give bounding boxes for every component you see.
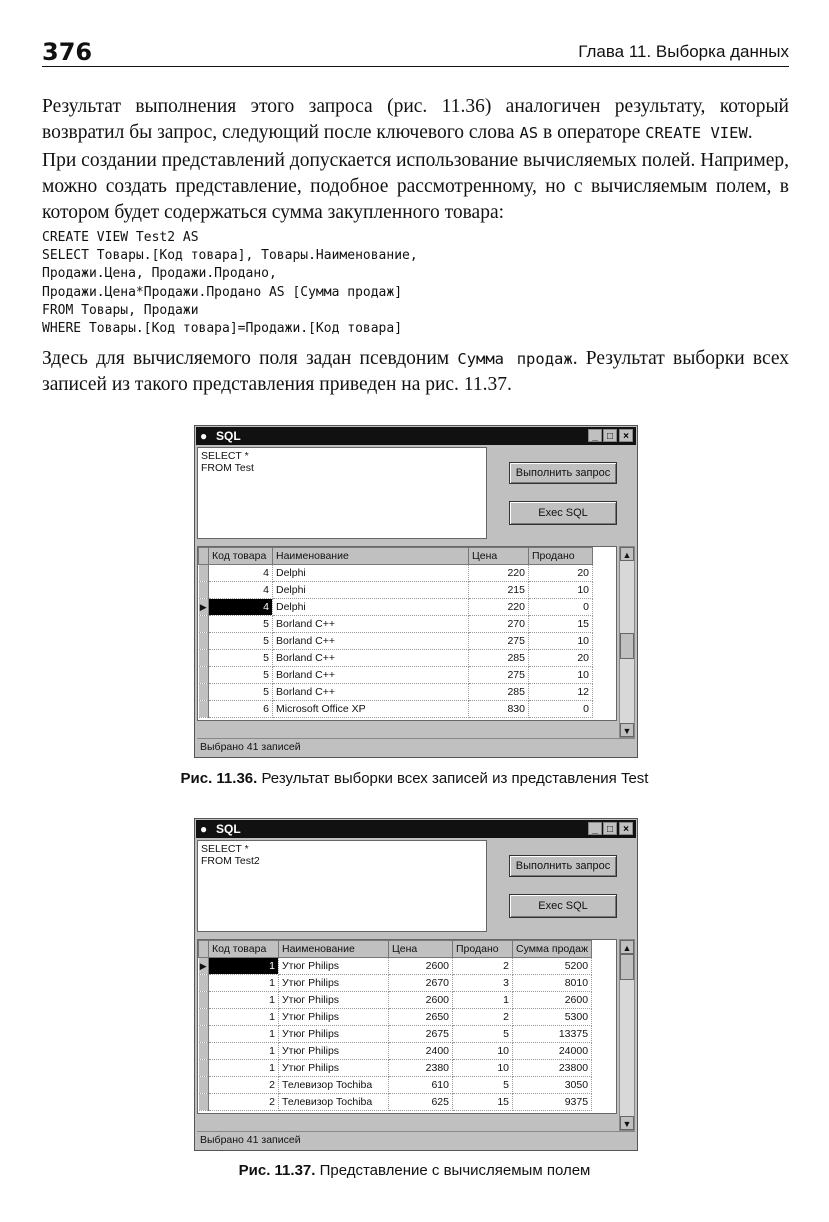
table-cell[interactable]: 2670	[389, 975, 453, 992]
column-header[interactable]: Код товара	[209, 941, 279, 958]
table-cell[interactable]: 220	[469, 599, 529, 616]
table-row[interactable]	[199, 582, 593, 599]
table-cell[interactable]: 2650	[389, 1009, 453, 1026]
sql-query-input[interactable]	[197, 840, 487, 932]
row-indicator[interactable]	[199, 992, 209, 1009]
table-cell[interactable]: 5	[209, 616, 273, 633]
table-cell[interactable]: 0	[529, 701, 593, 718]
table-row[interactable]	[199, 1026, 592, 1043]
indicator-header	[199, 548, 209, 565]
table-cell[interactable]: Утюг Philips	[279, 1060, 389, 1077]
status-bar: Выбрано 41 записей	[197, 1131, 635, 1148]
table-cell[interactable]: Телевизор Tochiba	[279, 1077, 389, 1094]
table-cell[interactable]: 5	[453, 1077, 513, 1094]
table-cell[interactable]: 2	[453, 1009, 513, 1026]
table-cell[interactable]: 2	[209, 1094, 279, 1111]
maximize-icon[interactable]: □	[603, 429, 617, 442]
table-cell[interactable]: 830	[469, 701, 529, 718]
table-cell[interactable]: 0	[529, 599, 593, 616]
table-row[interactable]	[199, 633, 593, 650]
table-cell[interactable]: Delphi	[273, 582, 469, 599]
close-icon[interactable]: ×	[619, 822, 633, 835]
table-cell[interactable]: 23800	[513, 1060, 592, 1077]
app-icon: ●	[200, 822, 208, 836]
row-indicator[interactable]	[199, 565, 209, 582]
page-header	[42, 38, 789, 67]
table-cell[interactable]: 5	[209, 650, 273, 667]
table-cell[interactable]: 2400	[389, 1043, 453, 1060]
table-cell[interactable]: 2600	[389, 992, 453, 1009]
row-indicator[interactable]	[199, 582, 209, 599]
page-number: 376	[42, 38, 93, 66]
table-cell[interactable]: 10	[529, 582, 593, 599]
row-indicator[interactable]	[199, 1077, 209, 1094]
window-title: SQL	[216, 822, 241, 836]
caption-label: Рис. 11.37.	[238, 1162, 316, 1179]
window-titlebar	[196, 427, 636, 445]
table-row[interactable]	[199, 1043, 592, 1060]
app-icon: ●	[200, 429, 208, 443]
table-cell[interactable]: 10	[453, 1043, 513, 1060]
table-cell[interactable]: 2	[453, 958, 513, 975]
table-cell[interactable]: 1	[209, 1026, 279, 1043]
table-cell[interactable]: 10	[529, 667, 593, 684]
column-header[interactable]: Наименование	[273, 548, 469, 565]
paragraph-3-text-a: Здесь для вычисляемого поля задан псевдоним	[42, 348, 458, 369]
table-row[interactable]	[199, 992, 592, 1009]
table-cell[interactable]: 10	[453, 1060, 513, 1077]
table-cell[interactable]: Утюг Philips	[279, 1009, 389, 1026]
table-cell[interactable]: 275	[469, 633, 529, 650]
table-cell[interactable]: 285	[469, 684, 529, 701]
caption-label: Рис. 11.36.	[180, 770, 258, 787]
row-indicator[interactable]	[199, 701, 209, 718]
table-cell[interactable]: 3050	[513, 1077, 592, 1094]
table-cell[interactable]: 2	[209, 1077, 279, 1094]
row-indicator[interactable]	[199, 684, 209, 701]
table-cell[interactable]: 6	[209, 701, 273, 718]
vertical-scrollbar[interactable]	[619, 546, 635, 738]
minimize-icon[interactable]: _	[588, 822, 602, 835]
scrollbar-thumb[interactable]	[620, 633, 634, 659]
table-cell[interactable]: 5	[209, 684, 273, 701]
table-row[interactable]	[199, 1094, 592, 1111]
results-table	[198, 940, 592, 1111]
table-cell[interactable]: 5200	[513, 958, 592, 975]
table-cell[interactable]: 220	[469, 565, 529, 582]
table-cell[interactable]: 2600	[389, 958, 453, 975]
table-cell[interactable]: 24000	[513, 1043, 592, 1060]
table-cell[interactable]: 5300	[513, 1009, 592, 1026]
results-table	[198, 547, 593, 718]
row-indicator[interactable]	[199, 1026, 209, 1043]
row-pointer-icon[interactable]: ▶	[199, 599, 209, 616]
table-cell[interactable]: 8010	[513, 975, 592, 992]
indicator-header	[199, 941, 209, 958]
window-title: SQL	[216, 429, 241, 443]
table-cell[interactable]: 1	[209, 958, 279, 975]
table-cell[interactable]: 2675	[389, 1026, 453, 1043]
paragraph-3-text-b: . Результат выборки всех записей из такого представления приведен на рис. 11.37.	[42, 348, 790, 395]
sql-window-2	[194, 818, 638, 1151]
results-grid	[197, 939, 617, 1114]
figure-caption-1	[0, 770, 829, 787]
column-header[interactable]: Сумма продаж	[513, 941, 592, 958]
table-cell[interactable]: 4	[209, 582, 273, 599]
table-cell[interactable]: 1	[209, 1009, 279, 1026]
caption-text: Результат выборки всех записей из представления Test	[257, 770, 649, 787]
table-cell[interactable]: 1	[209, 1060, 279, 1077]
table-row[interactable]	[199, 958, 592, 975]
sql-query-input[interactable]	[197, 447, 487, 539]
column-header[interactable]: Цена	[389, 941, 453, 958]
table-cell[interactable]: 285	[469, 650, 529, 667]
row-indicator[interactable]	[199, 633, 209, 650]
table-cell[interactable]: Borland C++	[273, 650, 469, 667]
table-cell[interactable]: 3	[453, 975, 513, 992]
sql-window-1	[194, 425, 638, 758]
sql-line: SELECT *	[201, 843, 249, 855]
row-indicator[interactable]	[199, 1009, 209, 1026]
table-cell[interactable]: Borland C++	[273, 633, 469, 650]
table-cell[interactable]: Утюг Philips	[279, 975, 389, 992]
table-row[interactable]	[199, 667, 593, 684]
table-cell[interactable]: Borland C++	[273, 616, 469, 633]
table-cell[interactable]: 1	[209, 1043, 279, 1060]
table-cell[interactable]: 1	[209, 975, 279, 992]
code-line: FROM Товары, Продажи	[42, 302, 199, 318]
row-indicator[interactable]	[199, 650, 209, 667]
table-cell[interactable]: 5	[453, 1026, 513, 1043]
table-cell[interactable]: Borland C++	[273, 684, 469, 701]
table-cell[interactable]: 12	[529, 684, 593, 701]
table-row[interactable]	[199, 616, 593, 633]
run-query-button[interactable]: Выполнить запрос	[509, 462, 617, 484]
table-cell[interactable]: 2600	[513, 992, 592, 1009]
keyword-as: AS	[519, 124, 539, 142]
column-header[interactable]: Код товара	[209, 548, 273, 565]
maximize-icon[interactable]: □	[603, 822, 617, 835]
table-cell[interactable]: Delphi	[273, 565, 469, 582]
chapter-title: Глава 11. Выборка данных	[578, 42, 789, 61]
row-indicator[interactable]	[199, 616, 209, 633]
caption-text: Представление с вычисляемым полем	[315, 1162, 591, 1179]
paragraph-1-text-c: .	[747, 122, 753, 143]
row-indicator[interactable]	[199, 975, 209, 992]
exec-sql-button[interactable]: Exec SQL	[509, 894, 617, 918]
table-row[interactable]	[199, 1060, 592, 1077]
table-cell[interactable]: 270	[469, 616, 529, 633]
table-cell[interactable]: 9375	[513, 1094, 592, 1111]
table-cell[interactable]: 4	[209, 565, 273, 582]
table-cell[interactable]: 4	[209, 599, 273, 616]
column-header[interactable]: Наименование	[279, 941, 389, 958]
table-cell[interactable]: 13375	[513, 1026, 592, 1043]
table-cell[interactable]: 20	[529, 650, 593, 667]
scroll-up-icon[interactable]: ▲	[620, 940, 634, 954]
column-header[interactable]: Продано	[453, 941, 513, 958]
table-cell[interactable]: 625	[389, 1094, 453, 1111]
scroll-down-icon[interactable]: ▼	[620, 723, 634, 737]
code-listing	[42, 229, 418, 338]
code-line: Продажи.Цена, Продажи.Продано,	[42, 266, 277, 282]
sql-line: FROM Test	[201, 462, 254, 474]
figure-caption-2	[0, 1162, 829, 1179]
table-cell[interactable]: 15	[453, 1094, 513, 1111]
table-row[interactable]	[199, 684, 593, 701]
table-cell[interactable]: 1	[453, 992, 513, 1009]
results-grid	[197, 546, 617, 721]
table-row[interactable]	[199, 599, 593, 616]
row-indicator[interactable]	[199, 1043, 209, 1060]
paragraph-3	[42, 346, 789, 398]
table-row[interactable]	[199, 975, 592, 992]
scroll-up-icon[interactable]: ▲	[620, 547, 634, 561]
table-row[interactable]	[199, 565, 593, 582]
table-cell[interactable]: Borland C++	[273, 667, 469, 684]
minimize-icon[interactable]: _	[588, 429, 602, 442]
table-cell[interactable]: 1	[209, 992, 279, 1009]
table-cell[interactable]: 215	[469, 582, 529, 599]
table-cell[interactable]: 5	[209, 667, 273, 684]
row-indicator[interactable]	[199, 667, 209, 684]
vertical-scrollbar[interactable]	[619, 939, 635, 1131]
paragraph-2: При создании представлений допускается использование вычисляемых полей. Например, можно создать представление, подобное рассмотренному, но с вычисляемым полем, в котором будет содержаться сумма закупленного товара:	[42, 150, 789, 223]
status-bar: Выбрано 41 записей	[197, 738, 635, 755]
row-pointer-icon[interactable]: ▶	[199, 958, 209, 975]
table-cell[interactable]: 20	[529, 565, 593, 582]
scrollbar-thumb[interactable]	[620, 954, 634, 980]
table-cell[interactable]: 10	[529, 633, 593, 650]
code-line: WHERE Товары.[Код товара]=Продажи.[Код товара]	[42, 321, 403, 337]
row-indicator[interactable]	[199, 1094, 209, 1111]
table-cell[interactable]: Microsoft Office XP	[273, 701, 469, 718]
table-row[interactable]	[199, 1009, 592, 1026]
table-row[interactable]	[199, 650, 593, 667]
table-cell[interactable]: Утюг Philips	[279, 992, 389, 1009]
exec-sql-button[interactable]: Exec SQL	[509, 501, 617, 525]
table-cell[interactable]: Утюг Philips	[279, 1043, 389, 1060]
table-row[interactable]	[199, 701, 593, 718]
keyword-create-view: CREATE VIEW	[645, 124, 748, 142]
table-cell[interactable]: 15	[529, 616, 593, 633]
table-cell[interactable]: Телевизор Tochiba	[279, 1094, 389, 1111]
table-cell[interactable]: Утюг Philips	[279, 958, 389, 975]
code-line: CREATE VIEW Test2 AS	[42, 230, 199, 245]
table-cell[interactable]: 275	[469, 667, 529, 684]
code-line: SELECT Товары.[Код товара], Товары.Наименование,	[42, 248, 418, 264]
table-cell[interactable]: Утюг Philips	[279, 1026, 389, 1043]
paragraph-1	[42, 94, 789, 146]
close-icon[interactable]: ×	[619, 429, 633, 442]
table-cell[interactable]: Delphi	[273, 599, 469, 616]
column-header[interactable]: Цена	[469, 548, 529, 565]
run-query-button[interactable]: Выполнить запрос	[509, 855, 617, 877]
row-indicator[interactable]	[199, 1060, 209, 1077]
paragraph-1-text-b: в операторе	[538, 122, 646, 143]
paragraph-1-text-a: Результат выполнения этого запроса (рис. 11.36) аналогичен результату, который возвратил бы запрос, следующий после ключевого слова	[42, 96, 789, 143]
sql-line: FROM Test2	[201, 855, 260, 867]
column-header[interactable]: Продано	[529, 548, 593, 565]
scroll-down-icon[interactable]: ▼	[620, 1116, 634, 1130]
sql-line: SELECT *	[201, 450, 249, 462]
code-line: Продажи.Цена*Продажи.Продано AS [Сумма продаж]	[42, 284, 403, 300]
table-cell[interactable]: 2380	[389, 1060, 453, 1077]
table-cell[interactable]: 610	[389, 1077, 453, 1094]
table-cell[interactable]: 5	[209, 633, 273, 650]
keyword-alias: Сумма продаж	[457, 350, 573, 368]
window-titlebar	[196, 820, 636, 838]
table-row[interactable]	[199, 1077, 592, 1094]
